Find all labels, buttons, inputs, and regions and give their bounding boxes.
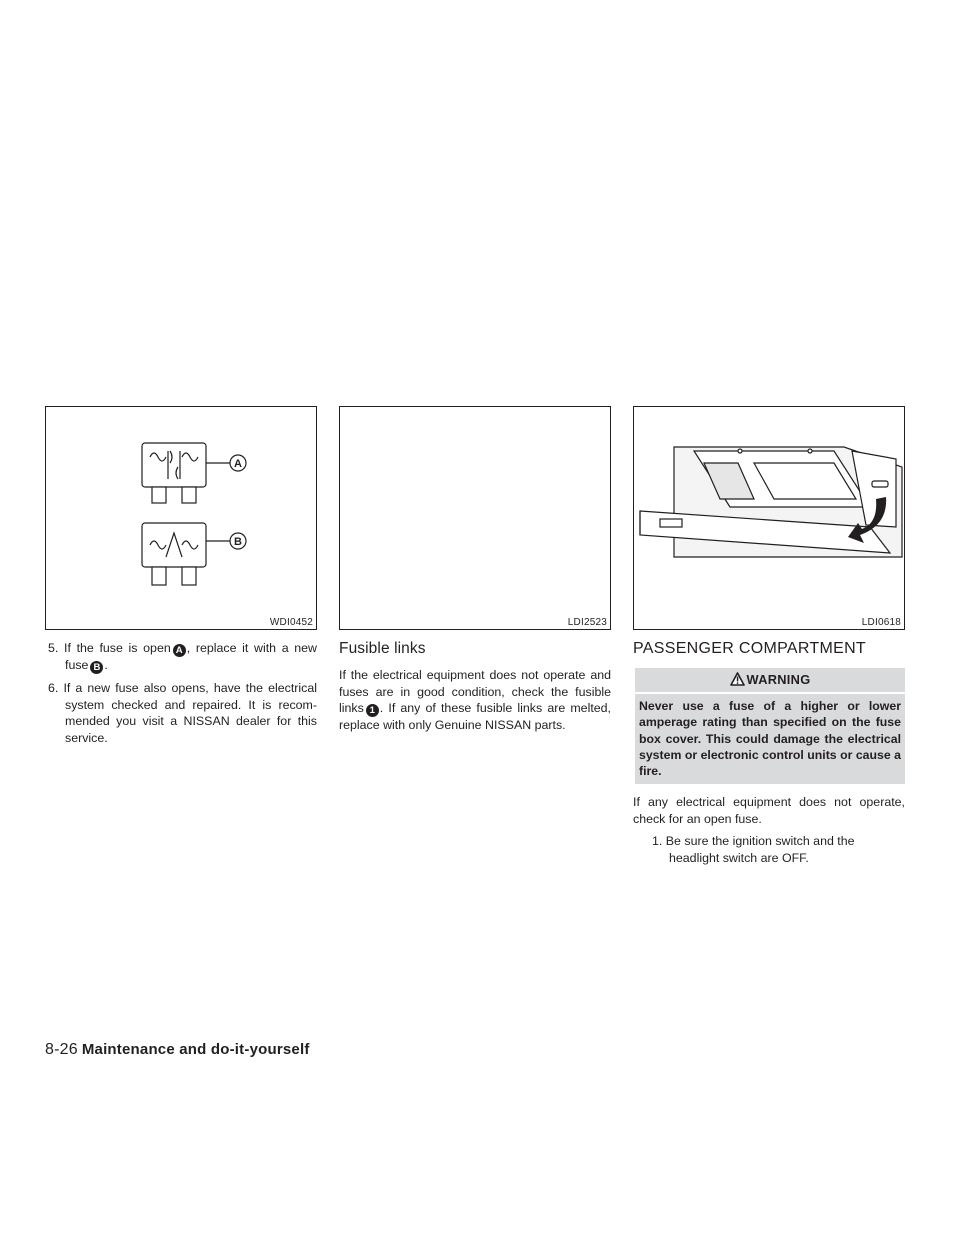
page-footer [45, 1041, 310, 1059]
marker-1-icon: 1 [366, 704, 379, 717]
warning-label: WARNING [746, 672, 811, 687]
fuse-illustration [45, 406, 317, 630]
fuse-drawing [46, 407, 316, 629]
warning-header [635, 668, 905, 692]
glovebox-drawing [634, 407, 904, 629]
step-text: If the fuse is open [64, 641, 171, 655]
warning-box [635, 668, 905, 784]
column-right [633, 406, 905, 866]
figure-code: WDI0452 [269, 617, 313, 628]
step-text: Be sure the ignition switch and the headlight switch are OFF. [665, 834, 855, 865]
figure-code: LDI2523 [567, 617, 607, 628]
section-title: Maintenance and do-it-yourself [81, 1041, 310, 1058]
callout-b-label: B [234, 536, 242, 548]
step-6 [45, 680, 317, 746]
step-text: , replace it with a new fuse [65, 641, 317, 672]
page-number: 8-26 [45, 1041, 78, 1058]
section-heading: Fusible links [339, 640, 426, 657]
paragraph-text: . If any of these fusible links are melted, replace with only Genuine NISSAN parts. [339, 701, 611, 732]
fusible-links-paragraph [339, 667, 611, 734]
step-number: 6. [48, 681, 59, 695]
passenger-compartment-paragraph: If any electrical equipment does not operate, check for an open fuse. [633, 795, 905, 826]
step-text: If a new fuse also opens, have the electrical system checked and repaired. It is recom- mended you visit a NISSAN dealer for this service. [63, 681, 317, 745]
figure-code: LDI0618 [861, 617, 901, 628]
column-middle [339, 406, 611, 734]
section-heading: PASSENGER COMPARTMENT [633, 640, 866, 657]
marker-a-icon: A [173, 644, 186, 657]
warning-icon [730, 672, 745, 689]
step-1 [643, 833, 905, 866]
step-text: . [104, 658, 108, 672]
step-5 [45, 640, 317, 674]
fuse-box-cover-illustration [633, 406, 905, 630]
step-number: 1. [652, 834, 663, 849]
warning-text: Never use a fuse of a higher or lower amperage rating than specified on the fuse box cover. This could damage the electrical system or electronic control units or cause a fire. [635, 692, 905, 784]
step-number: 5. [48, 641, 59, 655]
marker-b-icon: B [90, 661, 103, 674]
column-left [45, 406, 317, 752]
paragraph-text: If the electrical equipment does not operate and fuses are in good condition, check the fusible links [339, 668, 611, 715]
fusible-links-illustration [339, 406, 611, 630]
callout-a-label: A [234, 458, 242, 470]
